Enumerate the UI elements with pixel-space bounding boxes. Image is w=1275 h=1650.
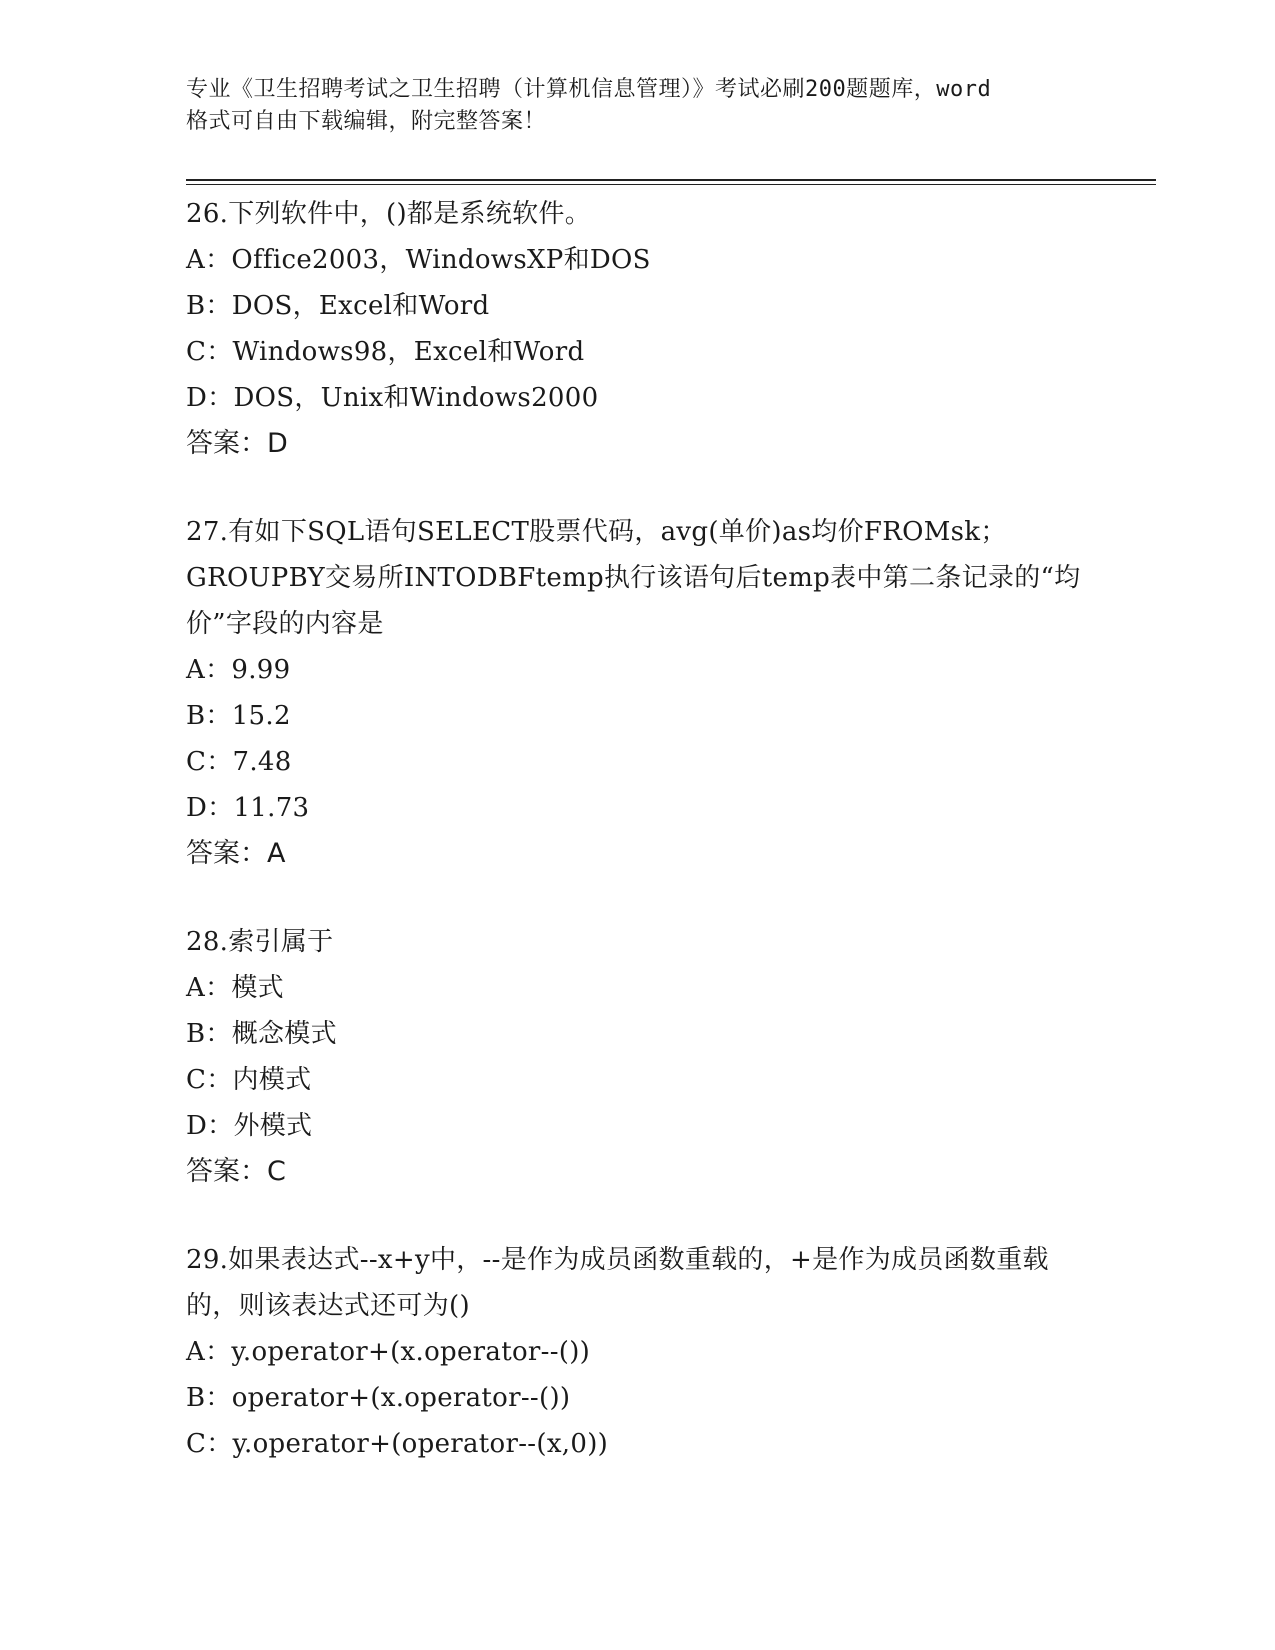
option-c: C：Windows98，Excel和Word bbox=[186, 337, 585, 367]
option-d: D：DOS，Unix和Windows2000 bbox=[186, 383, 599, 413]
option-d: D：11.73 bbox=[186, 793, 310, 823]
option-a: A：9.99 bbox=[186, 655, 291, 685]
question-27 bbox=[186, 509, 1156, 877]
document-page bbox=[186, 0, 1156, 1509]
option-a: A：模式 bbox=[186, 973, 284, 1003]
question-29 bbox=[186, 1237, 1156, 1467]
option-b: B：DOS，Excel和Word bbox=[186, 291, 490, 321]
option-a: A：Office2003，WindowsXP和DOS bbox=[186, 245, 651, 275]
answer-line: 答案：C bbox=[186, 1156, 286, 1187]
question-stem: 26.下列软件中，()都是系统软件。 bbox=[186, 199, 592, 229]
document-header bbox=[186, 74, 1066, 138]
answer-line: 答案：A bbox=[186, 838, 286, 869]
question-stem: 27.有如下SQL语句SELECT股票代码，avg(单价)as均价FROMsk；GROUPBY交易所INTODBFtemp执行该语句后temp表中第二条记录的“均价”字段的内容是 bbox=[186, 517, 1081, 639]
option-a: A：y.operator+(x.operator--()) bbox=[186, 1337, 591, 1367]
question-stem: 28.索引属于 bbox=[186, 927, 334, 957]
question-26 bbox=[186, 191, 1156, 467]
option-d: D：外模式 bbox=[186, 1111, 313, 1141]
question-stem: 29.如果表达式--x+y中，--是作为成员函数重载的，+是作为成员函数重载的，则该表达式还可为() bbox=[186, 1245, 1049, 1321]
option-b: B：operator+(x.operator--()) bbox=[186, 1383, 571, 1413]
answer-line: 答案：D bbox=[186, 428, 288, 459]
question-28 bbox=[186, 919, 1156, 1195]
header-line-1: 专业《卫生招聘考试之卫生招聘（计算机信息管理）》考试必刷200题题库，word bbox=[186, 77, 992, 102]
header-divider-thick bbox=[186, 179, 1156, 181]
option-b: B：15.2 bbox=[186, 701, 291, 731]
header-divider-thin bbox=[186, 184, 1156, 185]
option-c: C：y.operator+(operator--(x,0)) bbox=[186, 1429, 609, 1459]
header-line-2: 格式可自由下载编辑，附完整答案！ bbox=[186, 109, 547, 134]
option-c: C：7.48 bbox=[186, 747, 292, 777]
option-b: B：概念模式 bbox=[186, 1019, 337, 1049]
question-list bbox=[186, 191, 1156, 1467]
option-c: C：内模式 bbox=[186, 1065, 312, 1095]
